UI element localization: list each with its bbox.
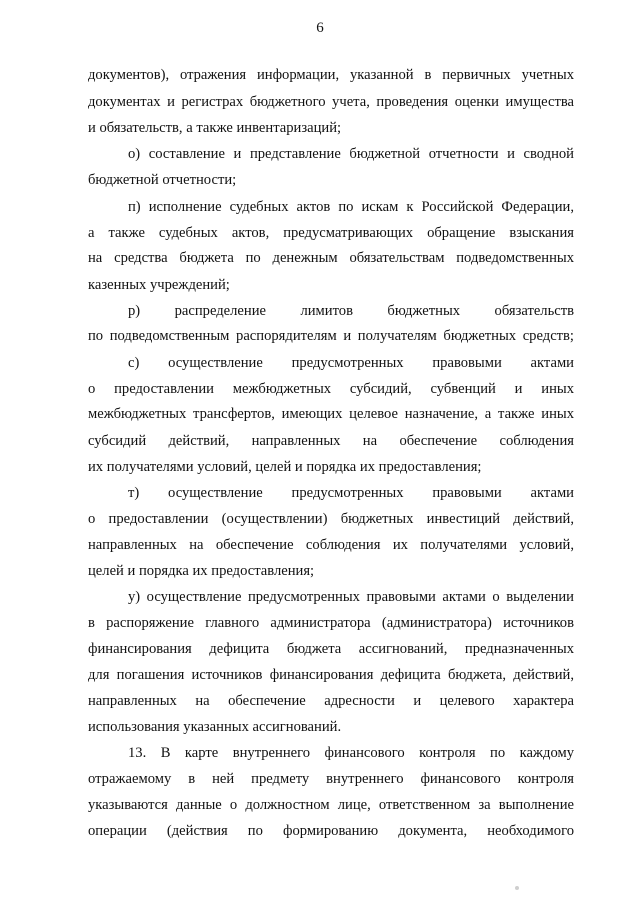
text-line: бюджетной отчетности; <box>88 172 237 188</box>
text-line: отражаемому в ней предмету внутреннего финансового контроля <box>88 771 574 787</box>
text-line: целей и порядка их предоставления; <box>88 563 315 579</box>
text-line: 13. В карте внутреннего финансового контроля по каждому <box>128 745 574 761</box>
text-line: с) осуществление предусмотренных правовыми актами <box>128 355 574 371</box>
text-line: т) осуществление предусмотренных правовыми актами <box>128 485 574 501</box>
text-line: их получателями условий, целей и порядка их предоставления; <box>88 459 482 475</box>
text-line: о предоставлении межбюджетных субсидий, субвенций и иных <box>88 381 574 397</box>
text-line: о предоставлении (осуществлении) бюджетных инвестиций действий, <box>88 511 574 527</box>
text-line: для погашения источников финансирования дефицита бюджета, действий, <box>88 667 574 683</box>
text-line: финансирования дефицита бюджета ассигнований, предназначенных <box>88 641 574 657</box>
text-line: о) составление и представление бюджетной отчетности и сводной <box>128 146 574 162</box>
text-line: у) осуществление предусмотренных правовыми актами о выделении <box>128 589 574 605</box>
text-line: направленных на обеспечение соблюдения их получателями условий, <box>88 537 574 553</box>
text-line: и обязательств, а также инвентаризаций; <box>88 120 342 136</box>
text-line: операции (действия по формированию документа, необходимого <box>88 823 574 839</box>
text-line: в распоряжение главного администратора (администратора) источников <box>88 615 574 631</box>
text-line: указываются данные о должностном лице, ответственном за выполнение <box>88 797 574 813</box>
text-line: направленных на обеспечение адресности и целевого характера <box>88 693 574 709</box>
text-line: а также судебных актов, предусматривающих обращение взыскания <box>88 225 574 241</box>
text-line: казенных учреждений; <box>88 277 230 293</box>
text-line: на средства бюджета по денежным обязательствам подведомственных <box>88 250 574 266</box>
scan-dot <box>515 886 519 890</box>
text-line: документов), отражения информации, указанной в первичных учетных <box>88 67 574 83</box>
text-line: по подведомственным распорядителям и получателям бюджетных средств; <box>88 328 574 344</box>
text-line: документах и регистрах бюджетного учета, проведения оценки имущества <box>88 94 574 110</box>
text-line: р) распределение лимитов бюджетных обязательств <box>128 303 574 319</box>
text-line: межбюджетных трансфертов, имеющих целевое назначение, а также иных <box>88 406 574 422</box>
text-line: субсидий действий, направленных на обеспечение соблюдения <box>88 433 574 449</box>
text-line: п) исполнение судебных актов по искам к Российской Федерации, <box>128 199 574 215</box>
page-number: 6 <box>316 20 324 36</box>
text-line: использования указанных ассигнований. <box>88 719 342 735</box>
